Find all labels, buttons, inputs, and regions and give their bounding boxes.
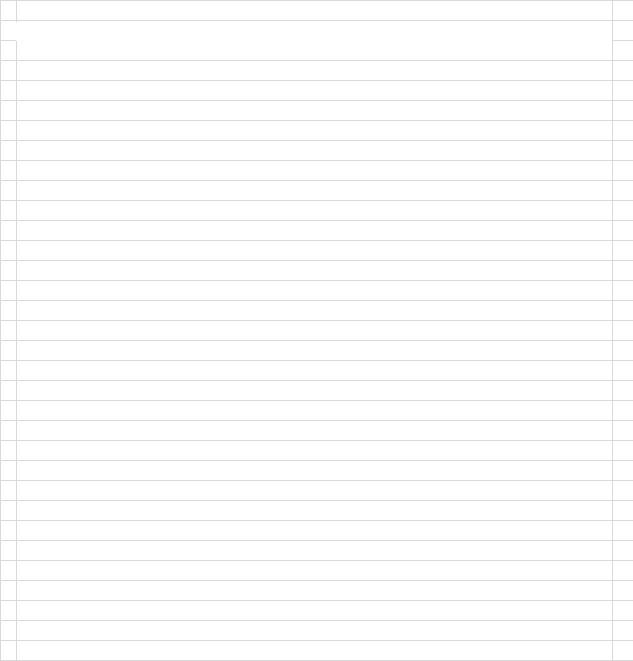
grid-column-line [16,0,17,661]
grid-column-line [612,0,613,661]
sheet-title [16,22,612,41]
